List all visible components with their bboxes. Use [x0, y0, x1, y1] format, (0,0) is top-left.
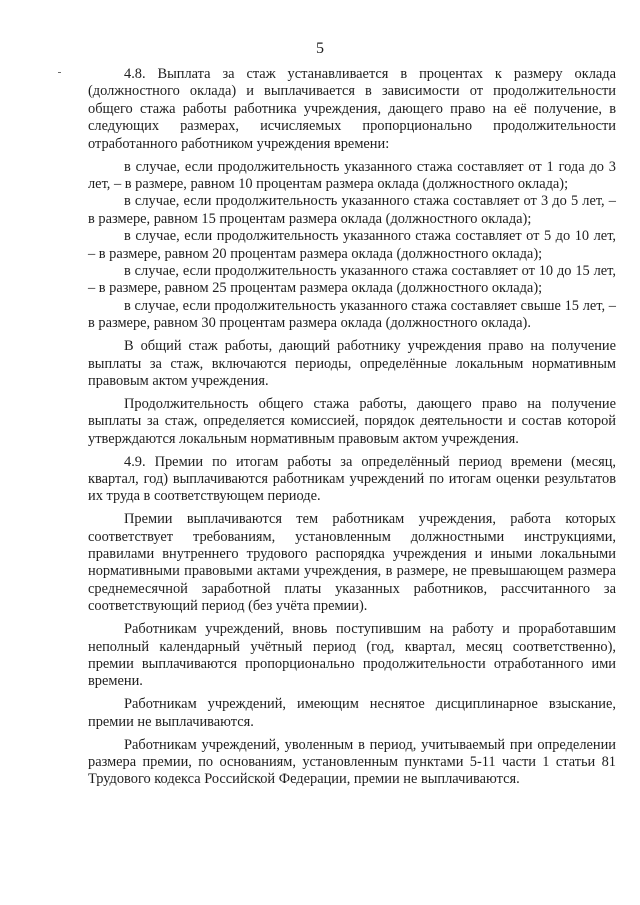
- paragraph-bonus-conditions: Премии выплачиваются тем работникам учреждения, работа которых соответствует требованиям, установленным должностными инструкциями, правилами внутреннего трудового распорядка учреждения и иными локальными нормативными правовыми актами учреждения, в размере, не превышающем размера среднемесячной заработной платы указанных работников, рассчитанного за соответствующий период (без учёта премии).: [88, 511, 616, 615]
- paragraph-4-9: 4.9. Премии по итогам работы за определённый период времени (месяц, квартал, год) выплачиваются работникам учреждений по итогам оценки результатов их труда в соответствующем периоде.: [88, 453, 616, 505]
- paragraph-experience-commission: Продолжительность общего стажа работы, дающего право на получение выплаты за стаж, определяется комиссией, порядок деятельности и состав которой утверждаются локальным нормативным правовым актом учреждения.: [88, 395, 616, 447]
- list-item-5-10-years: в случае, если продолжительность указанного стажа составляет от 5 до 10 лет, – в размере, равном 20 процентам размера оклада (должностного оклада);: [88, 228, 616, 262]
- paragraph-disciplinary: Работникам учреждений, имеющим неснятое дисциплинарное взыскание, премии не выплачиваются.: [88, 696, 616, 730]
- paragraph-new-employees: Работникам учреждений, вновь поступившим на работу и проработавшим неполный календарный учётный период (год, квартал, месяц соответственно), премии выплачиваются пропорционально продолжительности отработанного ими времени.: [88, 621, 616, 690]
- paragraph-dismissed: Работникам учреждений, уволенным в период, учитываемый при определении размера премии, по основаниям, установленным пунктами 5-11 части 1 статьи 81 Трудового кодекса Российской Федерации, премии не выплачиваются.: [88, 736, 616, 788]
- list-item-1-3-years: в случае, если продолжительность указанного стажа составляет от 1 года до 3 лет, – в размере, равном 10 процентам размера оклада (должностного оклада);: [88, 158, 616, 192]
- list-item-over-15-years: в случае, если продолжительность указанного стажа составляет свыше 15 лет, – в размере, равном 30 процентам размера оклада (должностного оклада).: [88, 297, 616, 332]
- list-item-10-15-years: в случае, если продолжительность указанного стажа составляет от 10 до 15 лет, – в размере, равном 25 процентам размера оклада (должностного оклада);: [88, 262, 616, 297]
- list-item-3-5-years: в случае, если продолжительность указанного стажа составляет от 3 до 5 лет, – в размере, равном 15 процентам размера оклада (должностного оклада);: [88, 193, 616, 227]
- paragraph-4-8: 4.8. Выплата за стаж устанавливается в процентах к размеру оклада (должностного оклада) и выплачивается в зависимости от продолжительности общего стажа работы работника учреждения, дающего право на её получение, в следующих размерах, исчисляемых пропорционально продолжительности отработанного работником учреждения времени:: [88, 66, 616, 152]
- document-body: [88, 66, 616, 789]
- paragraph-general-experience: В общий стаж работы, дающий работнику учреждения право на получение выплаты за стаж, включаются периоды, определённые локальным нормативным правовым актом учреждения.: [88, 338, 616, 389]
- scan-mark: [58, 72, 61, 73]
- page-number: 5: [316, 40, 324, 57]
